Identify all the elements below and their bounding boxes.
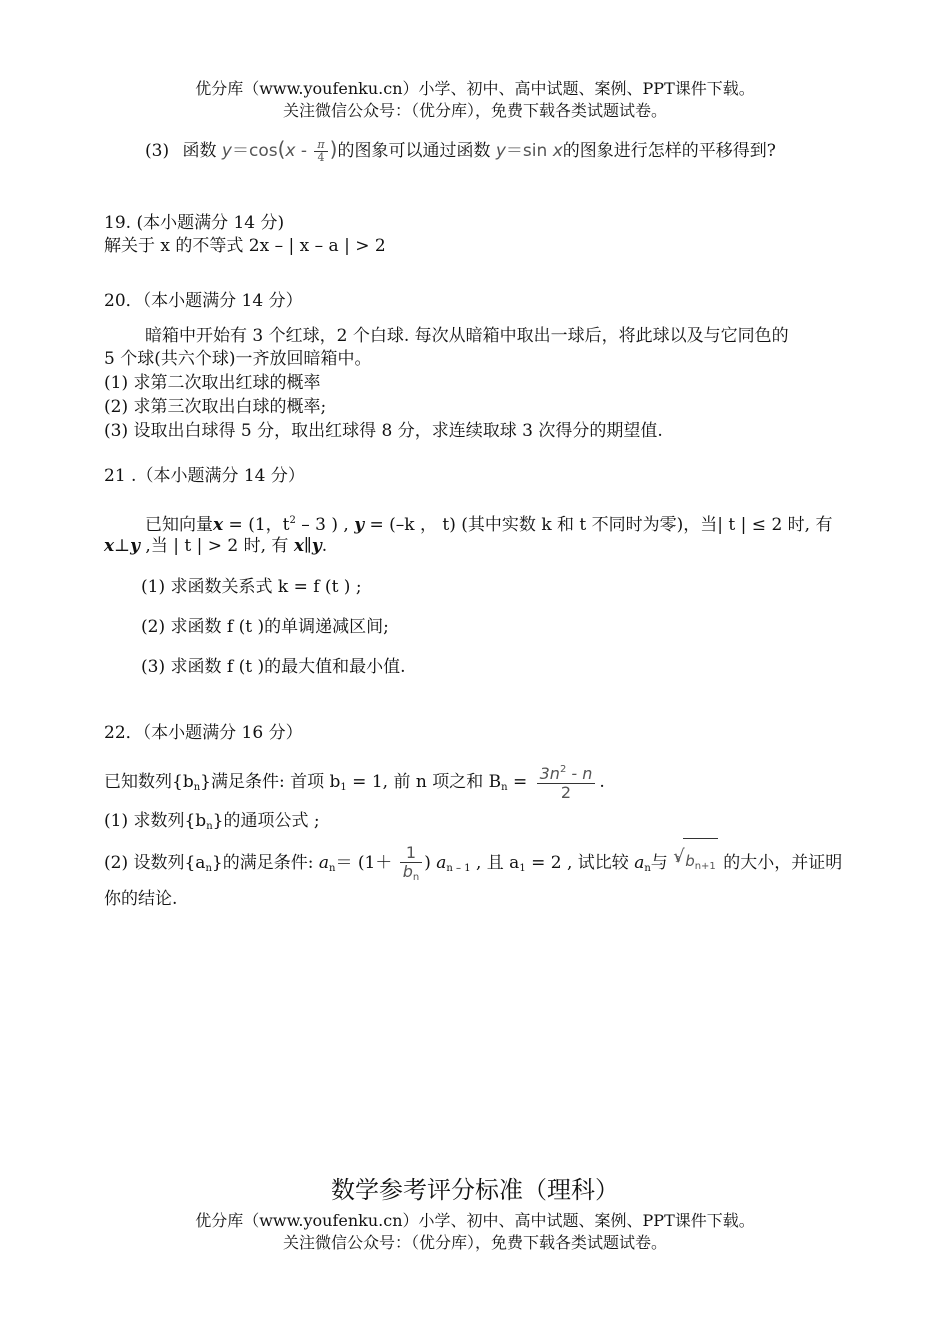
- q21-vector-y: y: [354, 515, 365, 535]
- q18-minus: -: [300, 141, 307, 161]
- q18-y1: y: [221, 141, 232, 161]
- q18-fraction: [314, 139, 327, 164]
- q22-an: a: [318, 853, 329, 873]
- q22-text-c: = 1, 前 n 项之和 B: [346, 772, 502, 792]
- q22-item2-text-d: ): [424, 853, 437, 873]
- q18-part3: [145, 138, 776, 164]
- q21-perp-symbol: ⊥: [114, 536, 131, 556]
- q22-item-1: [104, 810, 320, 838]
- q22-root-b: b: [685, 852, 695, 870]
- q22-sub-3: n: [501, 782, 508, 793]
- q18-rparen: ): [329, 137, 338, 161]
- q22-radicand: [683, 838, 718, 889]
- q22-frac-num-b: - n: [566, 763, 593, 783]
- q22-item2-text-c: ＝ (1＋: [335, 853, 393, 873]
- q22-an-sub: n: [328, 863, 336, 874]
- q21-text-a: 已知向量: [145, 515, 213, 535]
- q22-item2-frac-den-sub: n: [412, 871, 420, 883]
- q18-text-post: 的图象进行怎样的平移得到?: [562, 141, 776, 161]
- q22-item2-text-b: }的满足条件:: [211, 853, 319, 873]
- q21-text-b: = (1，t: [223, 515, 290, 535]
- q21-text-c: – 3 ) ,: [295, 515, 355, 535]
- q22-item1-sub: n: [206, 821, 213, 832]
- q22-item2-frac-den-b: b: [402, 861, 413, 881]
- q21-l2-dot: .: [321, 536, 328, 556]
- header-line-2: 关注微信公众号：（优分库），免费下载各类试题试卷。: [282, 101, 667, 120]
- q22-text-b: }满足条件: 首项 b: [200, 772, 341, 792]
- q22-item2-text-h: 的大小，并证明: [717, 853, 843, 873]
- header-line-1: 优分库（www.youfenku.cn）小学、初中、高中试题、案例、PPT课件下载。: [195, 79, 755, 98]
- q20-item-1: (1) 求第二次取出红球的概率: [104, 373, 321, 393]
- q22-root-index: 3: [675, 855, 681, 864]
- q18-frac-num: π: [314, 139, 327, 152]
- q18-x: x: [285, 141, 296, 161]
- footer-title: 数学参考评分标准（理科）: [331, 1176, 619, 1204]
- q22-item2-frac-num: 1: [400, 844, 423, 863]
- q20-para-2: 5 个球(共六个球)一齐放回暗箱中。: [104, 349, 372, 369]
- q19-text: 解关于 x 的不等式 2x – | x – a | > 2: [104, 236, 386, 256]
- q22-sub-1: n: [193, 782, 201, 793]
- q20-item-3: (3) 设取出白球得 5 分，取出红球得 8 分，求连续取球 3 次得分的期望值.: [104, 421, 663, 441]
- q22-item2-text-g: 与: [650, 853, 668, 873]
- q19-title: 19. (本小题满分 14 分): [104, 213, 285, 233]
- q22-frac-den: 2: [560, 782, 572, 802]
- q21-sup: 2: [289, 515, 296, 526]
- q18-frac-den: 4: [317, 151, 325, 164]
- q18-x2: x: [552, 141, 563, 161]
- q22-item2-fraction: [400, 844, 423, 883]
- q22-an2-sub: n: [644, 863, 651, 874]
- q22-an1: a: [436, 853, 447, 873]
- q22-item1-text-a: (1) 求数列{b: [104, 811, 207, 831]
- q21-l2-text: ,当 | t | > 2 时, 有: [140, 536, 294, 556]
- q18-y2: y: [495, 141, 506, 161]
- q22-cube-root: [673, 838, 718, 889]
- q22-frac-num-a: 3n: [539, 763, 560, 783]
- q22-fraction: [537, 764, 596, 801]
- q22-item2-frac-den: [400, 863, 423, 883]
- q20-para-1: 暗箱中开始有 3 个红球，2 个白球. 每次从暗箱中取出一球后，将此球以及与它同色的: [145, 326, 789, 346]
- q21-item-1: (1) 求函数关系式 k = f (t ) ;: [141, 577, 362, 597]
- q22-text-e: .: [599, 772, 605, 792]
- q20-title: 20．（本小题满分 14 分）: [104, 291, 303, 311]
- q21-line-1: [145, 510, 832, 536]
- q22-frac-num: [537, 764, 596, 784]
- q22-title: 22．（本小题满分 16 分）: [104, 723, 303, 743]
- q21-parallel-symbol: ∥: [303, 536, 312, 556]
- q22-text-d: =: [507, 772, 533, 792]
- q18-part3-label: (3): [145, 141, 170, 161]
- q22-item2-text-a: (2) 设数列{a: [104, 853, 206, 873]
- q18-cos: ＝cos: [231, 141, 278, 161]
- q22-item2-text-f: = 2 , 试比较: [525, 853, 635, 873]
- q18-sin: ＝sin: [505, 141, 548, 161]
- q22-sub-2: 1: [340, 782, 347, 793]
- q22-item2-text-e: , 且 a: [470, 853, 520, 873]
- q21-l2-x2: x: [293, 536, 304, 556]
- q21-l2-y2: y: [311, 536, 322, 556]
- q22-text-a: 已知数列{b: [104, 772, 194, 792]
- q18-text-pre: 函数: [182, 141, 217, 161]
- q18-lparen: (: [277, 137, 286, 161]
- q22-item-2: [104, 838, 842, 891]
- q22-item1-text-b: }的通项公式 ;: [212, 811, 320, 831]
- footer-line-1: 优分库（www.youfenku.cn）小学、初中、高中试题、案例、PPT课件下载。: [195, 1211, 755, 1230]
- q21-vector-x: x: [213, 515, 224, 535]
- q22-line-1: [104, 762, 605, 808]
- q20-item-2: (2) 求第三次取出白球的概率;: [104, 397, 327, 417]
- q22-item2-sub: n: [205, 863, 212, 874]
- q18-text-mid: 的图象可以通过函数: [337, 141, 491, 161]
- q22-frac-num-sup: 2: [559, 763, 567, 775]
- footer-line-2: 关注微信公众号：（优分库），免费下载各类试题试卷。: [282, 1233, 667, 1252]
- q21-title: 21 .（本小题满分 14 分）: [104, 466, 305, 486]
- q22-item-2-line-2: 你的结论.: [104, 889, 178, 909]
- q21-item-3: (3) 求函数 f (t )的最大值和最小值.: [141, 657, 406, 677]
- q22-root-sub: n+1: [694, 861, 716, 872]
- q22-an1-sub: n – 1: [446, 863, 471, 874]
- q21-item-2: (2) 求函数 f (t )的单调递减区间;: [141, 617, 389, 637]
- q22-a1-sub: 1: [519, 863, 526, 874]
- q21-l2-y: y: [130, 536, 141, 556]
- q21-text-d: = (–k ， t) (其中实数 k 和 t 不同时为零)，当| t | ≤ 2 时, 有: [364, 515, 833, 535]
- q22-an2: a: [634, 853, 645, 873]
- q21-l2-x: x: [104, 536, 115, 556]
- q21-line-2: [104, 535, 327, 557]
